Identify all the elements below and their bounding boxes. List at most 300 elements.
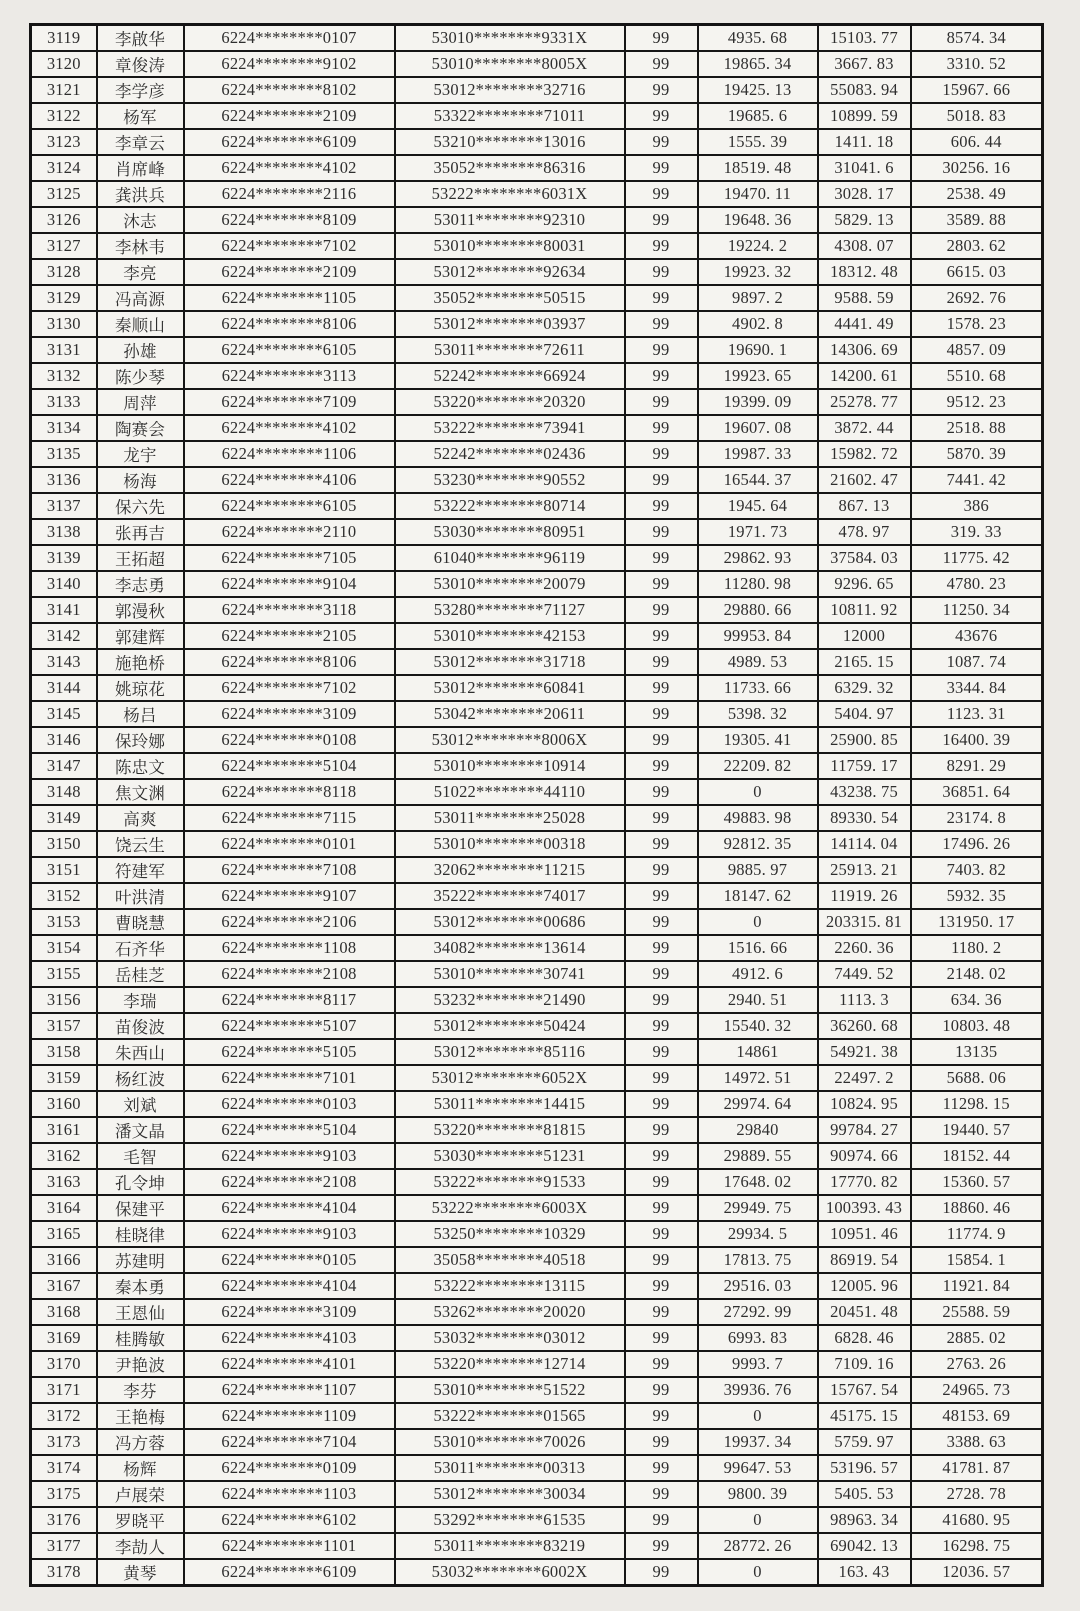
cell-amount-2: 20451. 48 bbox=[818, 1299, 911, 1325]
cell-id-number-masked: 53012********30034 bbox=[395, 1481, 625, 1507]
cell-amount-2: 99784. 27 bbox=[818, 1117, 911, 1143]
cell-amount-3: 18860. 46 bbox=[911, 1195, 1043, 1221]
cell-card-number-masked: 6224********6102 bbox=[184, 1507, 395, 1533]
table-row bbox=[31, 935, 1043, 961]
cell-id-number-masked: 53012********8006X bbox=[395, 727, 625, 753]
cell-amount-1: 1945. 64 bbox=[698, 493, 818, 519]
cell-amount-1: 5398. 32 bbox=[698, 701, 818, 727]
cell-amount-2: 5759. 97 bbox=[818, 1429, 911, 1455]
cell-card-number-masked: 6224********7109 bbox=[184, 389, 395, 415]
cell-name: 孙雄 bbox=[97, 337, 184, 363]
cell-amount-1: 0 bbox=[698, 1507, 818, 1533]
cell-amount-3: 3310. 52 bbox=[911, 51, 1043, 77]
cell-code: 99 bbox=[625, 1377, 698, 1403]
table-row bbox=[31, 1429, 1043, 1455]
cell-amount-2: 12005. 96 bbox=[818, 1273, 911, 1299]
cell-code: 99 bbox=[625, 857, 698, 883]
cell-card-number-masked: 6224********3109 bbox=[184, 701, 395, 727]
table-row bbox=[31, 1377, 1043, 1403]
cell-card-number-masked: 6224********7102 bbox=[184, 675, 395, 701]
cell-amount-1: 16544. 37 bbox=[698, 467, 818, 493]
cell-amount-1: 9993. 7 bbox=[698, 1351, 818, 1377]
table-row bbox=[31, 363, 1043, 389]
table-row bbox=[31, 1559, 1043, 1586]
table-row bbox=[31, 1247, 1043, 1273]
cell-name: 李章云 bbox=[97, 129, 184, 155]
cell-row-index: 3158 bbox=[31, 1039, 97, 1065]
cell-card-number-masked: 6224********6105 bbox=[184, 337, 395, 363]
cell-row-index: 3155 bbox=[31, 961, 97, 987]
cell-amount-2: 867. 13 bbox=[818, 493, 911, 519]
cell-card-number-masked: 6224********0105 bbox=[184, 1247, 395, 1273]
table-row bbox=[31, 727, 1043, 753]
cell-row-index: 3166 bbox=[31, 1247, 97, 1273]
cell-code: 99 bbox=[625, 1091, 698, 1117]
cell-amount-2: 90974. 66 bbox=[818, 1143, 911, 1169]
cell-name: 沐志 bbox=[97, 207, 184, 233]
cell-code: 99 bbox=[625, 1429, 698, 1455]
cell-name: 李瑞 bbox=[97, 987, 184, 1013]
cell-amount-1: 29840 bbox=[698, 1117, 818, 1143]
cell-name: 李林韦 bbox=[97, 233, 184, 259]
cell-amount-3: 319. 33 bbox=[911, 519, 1043, 545]
cell-row-index: 3119 bbox=[31, 25, 97, 52]
cell-name: 卢展荣 bbox=[97, 1481, 184, 1507]
cell-id-number-masked: 53222********6003X bbox=[395, 1195, 625, 1221]
cell-card-number-masked: 6224********7115 bbox=[184, 805, 395, 831]
cell-amount-2: 18312. 48 bbox=[818, 259, 911, 285]
cell-amount-3: 15854. 1 bbox=[911, 1247, 1043, 1273]
cell-row-index: 3153 bbox=[31, 909, 97, 935]
cell-amount-3: 3344. 84 bbox=[911, 675, 1043, 701]
cell-card-number-masked: 6224********7108 bbox=[184, 857, 395, 883]
cell-card-number-masked: 6224********3118 bbox=[184, 597, 395, 623]
cell-name: 李亮 bbox=[97, 259, 184, 285]
cell-id-number-masked: 53222********01565 bbox=[395, 1403, 625, 1429]
cell-amount-1: 29974. 64 bbox=[698, 1091, 818, 1117]
cell-code: 99 bbox=[625, 649, 698, 675]
cell-id-number-masked: 53011********14415 bbox=[395, 1091, 625, 1117]
cell-name: 李学彦 bbox=[97, 77, 184, 103]
cell-amount-3: 15360. 57 bbox=[911, 1169, 1043, 1195]
table-row bbox=[31, 77, 1043, 103]
table-row bbox=[31, 1455, 1043, 1481]
cell-name: 尹艳波 bbox=[97, 1351, 184, 1377]
cell-amount-3: 2148. 02 bbox=[911, 961, 1043, 987]
cell-name: 桂晓律 bbox=[97, 1221, 184, 1247]
cell-amount-2: 9296. 65 bbox=[818, 571, 911, 597]
cell-row-index: 3128 bbox=[31, 259, 97, 285]
cell-name: 杨军 bbox=[97, 103, 184, 129]
cell-id-number-masked: 35222********74017 bbox=[395, 883, 625, 909]
cell-code: 99 bbox=[625, 1403, 698, 1429]
cell-name: 冯方蓉 bbox=[97, 1429, 184, 1455]
cell-amount-2: 10899. 59 bbox=[818, 103, 911, 129]
cell-amount-1: 17813. 75 bbox=[698, 1247, 818, 1273]
cell-name: 冯高源 bbox=[97, 285, 184, 311]
cell-amount-2: 2165. 15 bbox=[818, 649, 911, 675]
cell-row-index: 3173 bbox=[31, 1429, 97, 1455]
table-row bbox=[31, 1117, 1043, 1143]
cell-name: 石齐华 bbox=[97, 935, 184, 961]
table-row bbox=[31, 987, 1043, 1013]
table-row bbox=[31, 1195, 1043, 1221]
cell-row-index: 3140 bbox=[31, 571, 97, 597]
cell-id-number-masked: 53222********13115 bbox=[395, 1273, 625, 1299]
cell-amount-1: 92812. 35 bbox=[698, 831, 818, 857]
cell-amount-1: 19987. 33 bbox=[698, 441, 818, 467]
cell-amount-1: 19399. 09 bbox=[698, 389, 818, 415]
cell-row-index: 3145 bbox=[31, 701, 97, 727]
cell-amount-3: 4780. 23 bbox=[911, 571, 1043, 597]
cell-name: 杨辉 bbox=[97, 1455, 184, 1481]
cell-name: 秦本勇 bbox=[97, 1273, 184, 1299]
cell-row-index: 3146 bbox=[31, 727, 97, 753]
cell-name: 陶赛会 bbox=[97, 415, 184, 441]
cell-card-number-masked: 6224********5107 bbox=[184, 1013, 395, 1039]
cell-code: 99 bbox=[625, 311, 698, 337]
cell-amount-2: 31041. 6 bbox=[818, 155, 911, 181]
cell-amount-2: 11759. 17 bbox=[818, 753, 911, 779]
cell-row-index: 3168 bbox=[31, 1299, 97, 1325]
cell-amount-2: 98963. 34 bbox=[818, 1507, 911, 1533]
cell-amount-2: 10824. 95 bbox=[818, 1091, 911, 1117]
cell-card-number-masked: 6224********2106 bbox=[184, 909, 395, 935]
cell-card-number-masked: 6224********2116 bbox=[184, 181, 395, 207]
cell-row-index: 3138 bbox=[31, 519, 97, 545]
cell-id-number-masked: 53222********73941 bbox=[395, 415, 625, 441]
cell-code: 99 bbox=[625, 155, 698, 181]
cell-amount-2: 55083. 94 bbox=[818, 77, 911, 103]
cell-name: 龚洪兵 bbox=[97, 181, 184, 207]
cell-row-index: 3154 bbox=[31, 935, 97, 961]
table-row bbox=[31, 597, 1043, 623]
cell-code: 99 bbox=[625, 883, 698, 909]
cell-name: 孔令坤 bbox=[97, 1169, 184, 1195]
cell-code: 99 bbox=[625, 1481, 698, 1507]
cell-card-number-masked: 6224********9103 bbox=[184, 1143, 395, 1169]
cell-card-number-masked: 6224********9103 bbox=[184, 1221, 395, 1247]
cell-row-index: 3167 bbox=[31, 1273, 97, 1299]
cell-amount-3: 1578. 23 bbox=[911, 311, 1043, 337]
cell-row-index: 3152 bbox=[31, 883, 97, 909]
cell-row-index: 3156 bbox=[31, 987, 97, 1013]
cell-card-number-masked: 6224********9102 bbox=[184, 51, 395, 77]
cell-amount-3: 36851. 64 bbox=[911, 779, 1043, 805]
cell-name: 苏建明 bbox=[97, 1247, 184, 1273]
table-row bbox=[31, 1091, 1043, 1117]
cell-row-index: 3142 bbox=[31, 623, 97, 649]
cell-amount-1: 19685. 6 bbox=[698, 103, 818, 129]
cell-card-number-masked: 6224********4104 bbox=[184, 1195, 395, 1221]
cell-name: 施艳桥 bbox=[97, 649, 184, 675]
cell-name: 李志勇 bbox=[97, 571, 184, 597]
cell-amount-2: 43238. 75 bbox=[818, 779, 911, 805]
cell-name: 陈少琴 bbox=[97, 363, 184, 389]
table-row bbox=[31, 259, 1043, 285]
cell-amount-1: 29889. 55 bbox=[698, 1143, 818, 1169]
cell-id-number-masked: 53232********21490 bbox=[395, 987, 625, 1013]
cell-code: 99 bbox=[625, 753, 698, 779]
cell-amount-1: 4902. 8 bbox=[698, 311, 818, 337]
cell-id-number-masked: 34082********13614 bbox=[395, 935, 625, 961]
cell-amount-3: 11250. 34 bbox=[911, 597, 1043, 623]
cell-amount-3: 1123. 31 bbox=[911, 701, 1043, 727]
cell-name: 保建平 bbox=[97, 1195, 184, 1221]
cell-code: 99 bbox=[625, 701, 698, 727]
table-row bbox=[31, 337, 1043, 363]
cell-name: 杨海 bbox=[97, 467, 184, 493]
table-row bbox=[31, 1507, 1043, 1533]
cell-code: 99 bbox=[625, 181, 698, 207]
cell-card-number-masked: 6224********1109 bbox=[184, 1403, 395, 1429]
cell-id-number-masked: 53012********50424 bbox=[395, 1013, 625, 1039]
cell-amount-2: 163. 43 bbox=[818, 1559, 911, 1586]
cell-amount-1: 19937. 34 bbox=[698, 1429, 818, 1455]
cell-id-number-masked: 53012********60841 bbox=[395, 675, 625, 701]
cell-row-index: 3133 bbox=[31, 389, 97, 415]
cell-amount-1: 0 bbox=[698, 1403, 818, 1429]
cell-amount-1: 19224. 2 bbox=[698, 233, 818, 259]
cell-code: 99 bbox=[625, 1351, 698, 1377]
cell-row-index: 3141 bbox=[31, 597, 97, 623]
cell-code: 99 bbox=[625, 1169, 698, 1195]
cell-amount-2: 5405. 53 bbox=[818, 1481, 911, 1507]
cell-name: 杨吕 bbox=[97, 701, 184, 727]
table-row bbox=[31, 1221, 1043, 1247]
cell-id-number-masked: 53262********20020 bbox=[395, 1299, 625, 1325]
cell-amount-1: 19305. 41 bbox=[698, 727, 818, 753]
table-row bbox=[31, 883, 1043, 909]
cell-amount-2: 14200. 61 bbox=[818, 363, 911, 389]
cell-amount-2: 36260. 68 bbox=[818, 1013, 911, 1039]
table-row bbox=[31, 779, 1043, 805]
cell-row-index: 3125 bbox=[31, 181, 97, 207]
cell-name: 郭建辉 bbox=[97, 623, 184, 649]
table-row bbox=[31, 753, 1043, 779]
cell-id-number-masked: 53030********80951 bbox=[395, 519, 625, 545]
cell-name: 龙宇 bbox=[97, 441, 184, 467]
cell-name: 张再吉 bbox=[97, 519, 184, 545]
cell-code: 99 bbox=[625, 1325, 698, 1351]
cell-code: 99 bbox=[625, 571, 698, 597]
cell-code: 99 bbox=[625, 1065, 698, 1091]
cell-card-number-masked: 6224********2109 bbox=[184, 103, 395, 129]
cell-id-number-masked: 53222********6031X bbox=[395, 181, 625, 207]
cell-amount-3: 10803. 48 bbox=[911, 1013, 1043, 1039]
cell-amount-1: 1971. 73 bbox=[698, 519, 818, 545]
cell-amount-1: 19923. 32 bbox=[698, 259, 818, 285]
cell-amount-2: 478. 97 bbox=[818, 519, 911, 545]
cell-id-number-masked: 53292********61535 bbox=[395, 1507, 625, 1533]
table-row bbox=[31, 1273, 1043, 1299]
cell-amount-2: 54921. 38 bbox=[818, 1039, 911, 1065]
table-row bbox=[31, 51, 1043, 77]
cell-card-number-masked: 6224********6105 bbox=[184, 493, 395, 519]
cell-card-number-masked: 6224********8118 bbox=[184, 779, 395, 805]
cell-row-index: 3164 bbox=[31, 1195, 97, 1221]
cell-name: 罗晓平 bbox=[97, 1507, 184, 1533]
cell-amount-2: 1411. 18 bbox=[818, 129, 911, 155]
cell-code: 99 bbox=[625, 77, 698, 103]
cell-id-number-masked: 52242********66924 bbox=[395, 363, 625, 389]
cell-amount-2: 45175. 15 bbox=[818, 1403, 911, 1429]
cell-amount-1: 6993. 83 bbox=[698, 1325, 818, 1351]
cell-name: 秦顺山 bbox=[97, 311, 184, 337]
cell-id-number-masked: 35052********86316 bbox=[395, 155, 625, 181]
cell-card-number-masked: 6224********8106 bbox=[184, 311, 395, 337]
cell-amount-3: 5870. 39 bbox=[911, 441, 1043, 467]
cell-name: 朱西山 bbox=[97, 1039, 184, 1065]
cell-id-number-masked: 53010********20079 bbox=[395, 571, 625, 597]
cell-amount-1: 49883. 98 bbox=[698, 805, 818, 831]
cell-amount-3: 131950. 17 bbox=[911, 909, 1043, 935]
cell-amount-2: 7109. 16 bbox=[818, 1351, 911, 1377]
cell-name: 桂腾敏 bbox=[97, 1325, 184, 1351]
cell-row-index: 3157 bbox=[31, 1013, 97, 1039]
cell-amount-2: 21602. 47 bbox=[818, 467, 911, 493]
cell-id-number-masked: 53010********00318 bbox=[395, 831, 625, 857]
cell-card-number-masked: 6224********6109 bbox=[184, 129, 395, 155]
cell-card-number-masked: 6224********2108 bbox=[184, 1169, 395, 1195]
cell-id-number-masked: 53220********12714 bbox=[395, 1351, 625, 1377]
cell-amount-1: 2940. 51 bbox=[698, 987, 818, 1013]
cell-code: 99 bbox=[625, 1533, 698, 1559]
cell-row-index: 3147 bbox=[31, 753, 97, 779]
table-row bbox=[31, 103, 1043, 129]
cell-card-number-masked: 6224********4102 bbox=[184, 415, 395, 441]
cell-row-index: 3144 bbox=[31, 675, 97, 701]
cell-id-number-masked: 53012********6052X bbox=[395, 1065, 625, 1091]
cell-amount-2: 3872. 44 bbox=[818, 415, 911, 441]
cell-amount-2: 12000 bbox=[818, 623, 911, 649]
cell-row-index: 3176 bbox=[31, 1507, 97, 1533]
table-row bbox=[31, 25, 1043, 52]
cell-name: 章俊涛 bbox=[97, 51, 184, 77]
cell-amount-2: 25278. 77 bbox=[818, 389, 911, 415]
cell-row-index: 3132 bbox=[31, 363, 97, 389]
cell-amount-1: 19607. 08 bbox=[698, 415, 818, 441]
cell-code: 99 bbox=[625, 1455, 698, 1481]
cell-amount-2: 3667. 83 bbox=[818, 51, 911, 77]
cell-card-number-masked: 6224********4106 bbox=[184, 467, 395, 493]
cell-amount-3: 1087. 74 bbox=[911, 649, 1043, 675]
cell-amount-1: 27292. 99 bbox=[698, 1299, 818, 1325]
cell-name: 毛智 bbox=[97, 1143, 184, 1169]
cell-amount-1: 4935. 68 bbox=[698, 25, 818, 52]
table-row bbox=[31, 857, 1043, 883]
cell-amount-3: 606. 44 bbox=[911, 129, 1043, 155]
cell-id-number-masked: 53012********85116 bbox=[395, 1039, 625, 1065]
cell-card-number-masked: 6224********7102 bbox=[184, 233, 395, 259]
table-row bbox=[31, 623, 1043, 649]
cell-code: 99 bbox=[625, 25, 698, 52]
table-row bbox=[31, 181, 1043, 207]
cell-id-number-masked: 53280********71127 bbox=[395, 597, 625, 623]
cell-id-number-masked: 53011********25028 bbox=[395, 805, 625, 831]
cell-card-number-masked: 6224********0101 bbox=[184, 831, 395, 857]
cell-id-number-masked: 35052********50515 bbox=[395, 285, 625, 311]
cell-amount-2: 25900. 85 bbox=[818, 727, 911, 753]
cell-amount-2: 9588. 59 bbox=[818, 285, 911, 311]
cell-row-index: 3121 bbox=[31, 77, 97, 103]
cell-id-number-masked: 61040********96119 bbox=[395, 545, 625, 571]
cell-name: 陈忠文 bbox=[97, 753, 184, 779]
cell-id-number-masked: 53011********92310 bbox=[395, 207, 625, 233]
cell-row-index: 3174 bbox=[31, 1455, 97, 1481]
cell-card-number-masked: 6224********0109 bbox=[184, 1455, 395, 1481]
cell-row-index: 3178 bbox=[31, 1559, 97, 1586]
cell-row-index: 3123 bbox=[31, 129, 97, 155]
cell-row-index: 3159 bbox=[31, 1065, 97, 1091]
cell-code: 99 bbox=[625, 259, 698, 285]
cell-card-number-masked: 6224********5104 bbox=[184, 753, 395, 779]
cell-amount-1: 29880. 66 bbox=[698, 597, 818, 623]
cell-card-number-masked: 6224********2109 bbox=[184, 259, 395, 285]
cell-card-number-masked: 6224********1101 bbox=[184, 1533, 395, 1559]
cell-id-number-masked: 53322********71011 bbox=[395, 103, 625, 129]
cell-name: 李芬 bbox=[97, 1377, 184, 1403]
cell-amount-2: 15767. 54 bbox=[818, 1377, 911, 1403]
cell-card-number-masked: 6224********3109 bbox=[184, 1299, 395, 1325]
cell-card-number-masked: 6224********9107 bbox=[184, 883, 395, 909]
cell-id-number-masked: 53030********51231 bbox=[395, 1143, 625, 1169]
cell-code: 99 bbox=[625, 363, 698, 389]
cell-code: 99 bbox=[625, 1143, 698, 1169]
cell-amount-3: 48153. 69 bbox=[911, 1403, 1043, 1429]
cell-card-number-masked: 6224********1106 bbox=[184, 441, 395, 467]
cell-row-index: 3163 bbox=[31, 1169, 97, 1195]
cell-amount-1: 28772. 26 bbox=[698, 1533, 818, 1559]
cell-code: 99 bbox=[625, 1559, 698, 1586]
cell-amount-1: 19690. 1 bbox=[698, 337, 818, 363]
cell-amount-2: 89330. 54 bbox=[818, 805, 911, 831]
cell-amount-1: 29862. 93 bbox=[698, 545, 818, 571]
cell-amount-3: 24965. 73 bbox=[911, 1377, 1043, 1403]
cell-row-index: 3169 bbox=[31, 1325, 97, 1351]
cell-amount-1: 1516. 66 bbox=[698, 935, 818, 961]
cell-amount-3: 9512. 23 bbox=[911, 389, 1043, 415]
table-row bbox=[31, 441, 1043, 467]
cell-amount-3: 11921. 84 bbox=[911, 1273, 1043, 1299]
cell-code: 99 bbox=[625, 103, 698, 129]
cell-code: 99 bbox=[625, 1195, 698, 1221]
cell-amount-3: 17496. 26 bbox=[911, 831, 1043, 857]
table-row bbox=[31, 519, 1043, 545]
cell-code: 99 bbox=[625, 389, 698, 415]
table-row bbox=[31, 1299, 1043, 1325]
cell-amount-3: 5688. 06 bbox=[911, 1065, 1043, 1091]
cell-code: 99 bbox=[625, 1039, 698, 1065]
table-body bbox=[31, 25, 1043, 1586]
cell-id-number-masked: 32062********11215 bbox=[395, 857, 625, 883]
cell-amount-2: 86919. 54 bbox=[818, 1247, 911, 1273]
cell-card-number-masked: 6224********8117 bbox=[184, 987, 395, 1013]
cell-amount-2: 14306. 69 bbox=[818, 337, 911, 363]
cell-amount-1: 1555. 39 bbox=[698, 129, 818, 155]
cell-row-index: 3122 bbox=[31, 103, 97, 129]
cell-amount-3: 12036. 57 bbox=[911, 1559, 1043, 1586]
cell-amount-3: 5932. 35 bbox=[911, 883, 1043, 909]
cell-amount-1: 22209. 82 bbox=[698, 753, 818, 779]
cell-card-number-masked: 6224********8106 bbox=[184, 649, 395, 675]
cell-amount-3: 3388. 63 bbox=[911, 1429, 1043, 1455]
cell-name: 王拓超 bbox=[97, 545, 184, 571]
cell-amount-1: 14861 bbox=[698, 1039, 818, 1065]
table-row bbox=[31, 831, 1043, 857]
cell-amount-2: 203315. 81 bbox=[818, 909, 911, 935]
cell-row-index: 3165 bbox=[31, 1221, 97, 1247]
